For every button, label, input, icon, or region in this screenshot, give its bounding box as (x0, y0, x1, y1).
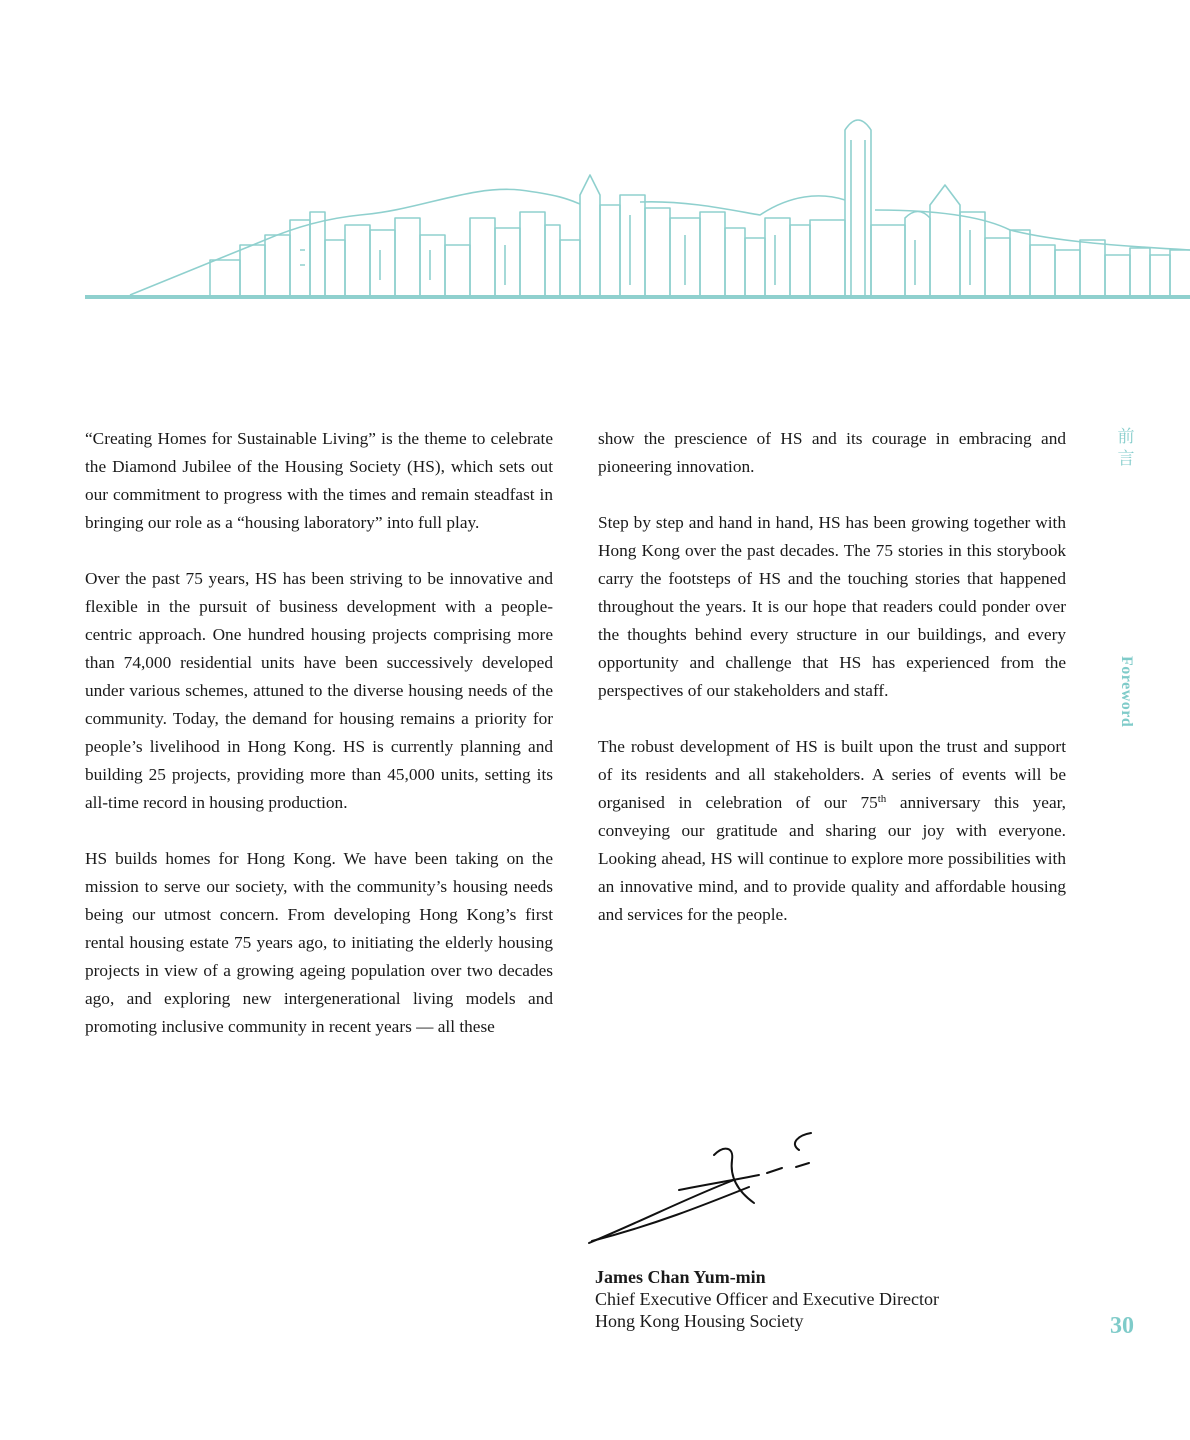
paragraph-text: The robust development of HS is built upon the trust and support of its residents and all stakeholders. A series of events will be organised in celebration of our 75 (598, 737, 1066, 812)
paragraph-text: anniversary this year, conveying our gratitude and sharing our joy with everyone. Looking ahead, HS will continue to explore more possibilities with an innovative mind, and to provide quality and affordable housing and services for the people. (598, 793, 1067, 924)
signer-name: James Chan Yum-min (595, 1267, 766, 1287)
paragraph: show the prescience of HS and its courage in embracing and pioneering innovation. (598, 429, 1066, 476)
signer-block (595, 1266, 939, 1332)
paragraph: HS builds homes for Hong Kong. We have been taking on the mission to serve our society, with the community’s housing needs being our utmost concern. From developing Hong Kong’s first rental housing estate 75 years ago, to initiating the elderly housing projects in view of a growing ageing population over two decades ago, and exploring new intergenerational living models and promoting inclusive community in recent years — all these (85, 849, 553, 1036)
side-label-chinese: 前言 (1117, 427, 1135, 469)
superscript: th (877, 793, 887, 805)
page-number: 30 (1110, 1313, 1134, 1339)
signature-image (584, 1125, 824, 1250)
paragraph: Step by step and hand in hand, HS has been growing together with Hong Kong over the past decades. The 75 stories in this storybook carry the footsteps of HS and the touching stories that happened throughout the years. It is our hope that readers could ponder over the thoughts behind every structure in our buildings, and every opportunity and challenge that HS has experienced from the perspectives of our stakeholders and staff. (598, 513, 1066, 700)
paragraph (598, 733, 1066, 929)
right-column (598, 425, 1066, 957)
paragraph: “Creating Homes for Sustainable Living” is the theme to celebrate the Diamond Jubilee of the Housing Society (HS), which sets out our commitment to progress with the times and remain steadfast in bringing our role as a “housing laboratory” into full play. (85, 429, 553, 532)
paragraph: Over the past 75 years, HS has been striving to be innovative and flexible in the pursuit of business development with a people-centric approach. One hundred housing projects comprising more than 74,000 residential units have been successively developed under various schemes, attuned to the diverse housing needs of the community. Today, the demand for housing remains a priority for people’s livelihood in Hong Kong. HS is currently planning and building 25 projects, providing more than 45,000 units, setting its all-time record in housing production. (85, 569, 553, 812)
skyline-illustration (0, 100, 1190, 310)
side-label-foreword: Foreword (1118, 656, 1135, 728)
signer-title: Chief Executive Officer and Executive Director (595, 1289, 940, 1309)
left-column (85, 425, 553, 1069)
signer-organization: Hong Kong Housing Society (595, 1311, 804, 1331)
